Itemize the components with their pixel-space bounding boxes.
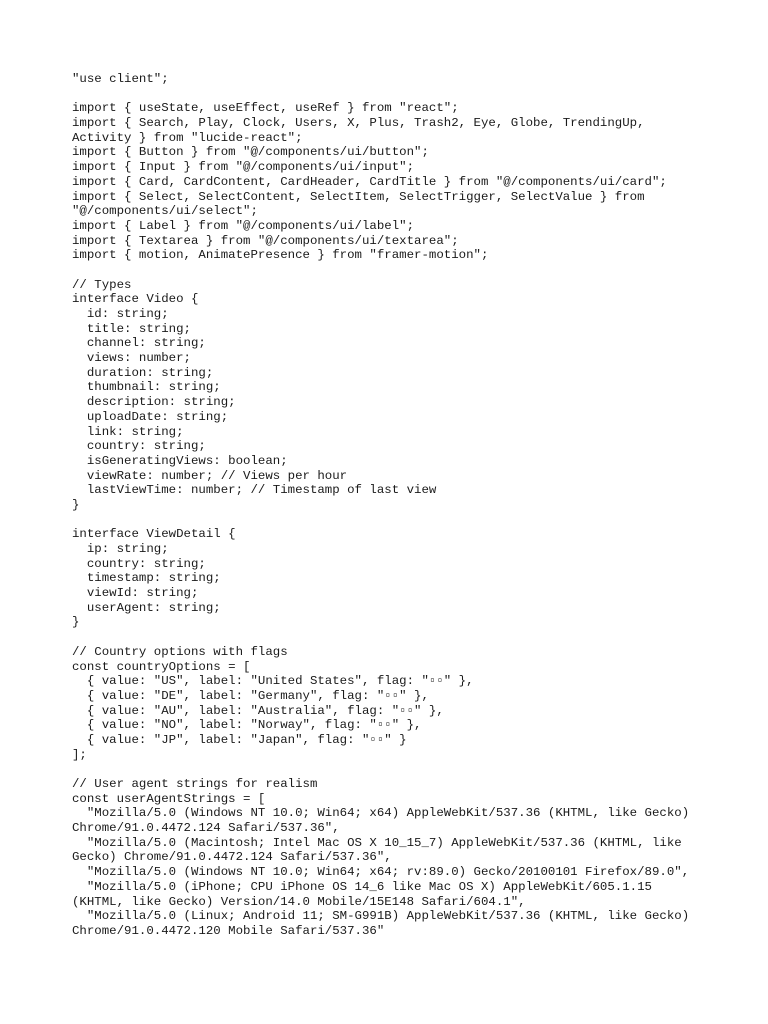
code-line: "Mozilla/5.0 (Windows NT 10.0; Win64; x64) AppleWebKit/537.36 (KHTML, like Gecko)	[72, 806, 690, 821]
code-line: // Types	[72, 277, 132, 292]
code-line: { value: "NO", label: "Norway", flag: "▫▫" },	[72, 718, 422, 733]
code-line: Gecko) Chrome/91.0.4472.124 Safari/537.36",	[72, 850, 392, 865]
code-line: duration: string;	[72, 365, 214, 380]
code-line: import { motion, AnimatePresence } from "framer-motion";	[72, 248, 489, 263]
code-line	[72, 513, 732, 528]
code-line: (KHTML, like Gecko) Version/14.0 Mobile/15E148 Safari/604.1",	[72, 894, 526, 909]
code-line: description: string;	[72, 395, 236, 410]
code-line: "Mozilla/5.0 (Windows NT 10.0; Win64; x64; rv:89.0) Gecko/20100101 Firefox/89.0",	[72, 865, 690, 880]
code-line: interface Video {	[72, 292, 199, 307]
code-line: thumbnail: string;	[72, 380, 221, 395]
code-line: interface ViewDetail {	[72, 527, 236, 542]
code-line: import { Card, CardContent, CardHeader, CardTitle } from "@/components/ui/card";	[72, 174, 667, 189]
code-line: id: string;	[72, 307, 169, 321]
code-line: ip: string;	[72, 542, 169, 556]
code-line: userAgent: string;	[72, 600, 221, 615]
code-line: import { useState, useEffect, useRef } from "react";	[72, 101, 459, 116]
code-line	[72, 762, 732, 777]
code-line: ];	[72, 747, 87, 762]
code-line: "Mozilla/5.0 (iPhone; CPU iPhone OS 14_6 like Mac OS X) AppleWebKit/605.1.15	[72, 879, 652, 894]
code-line: timestamp: string;	[72, 571, 221, 586]
code-line: const userAgentStrings = [	[72, 791, 266, 806]
code-line	[72, 630, 732, 645]
code-line: { value: "US", label: "United States", flag: "▫▫" },	[72, 674, 474, 689]
code-line: import { Button } from "@/components/ui/button";	[72, 145, 429, 160]
code-line: import { Search, Play, Clock, Users, X, Plus, Trash2, Eye, Globe, TrendingUp,	[72, 116, 645, 131]
document-page	[72, 72, 732, 939]
code-line: uploadDate: string;	[72, 409, 229, 424]
code-line: "use client";	[72, 72, 169, 86]
code-line: // User agent strings for realism	[72, 777, 318, 791]
code-line: channel: string;	[72, 336, 206, 351]
code-line	[72, 263, 732, 278]
code-line: country: string;	[72, 556, 206, 571]
code-line: viewId: string;	[72, 586, 199, 601]
code-line: views: number;	[72, 351, 191, 366]
code-listing	[72, 72, 732, 939]
code-line: }	[72, 497, 80, 512]
code-line: Chrome/91.0.4472.124 Safari/537.36",	[72, 821, 340, 836]
code-line: lastViewTime: number; // Timestamp of last view	[72, 483, 437, 498]
code-line: Activity } from "lucide-react";	[72, 130, 303, 145]
code-line	[72, 87, 732, 102]
code-line: viewRate: number; // Views per hour	[72, 468, 348, 483]
code-line: link: string;	[72, 424, 184, 439]
code-line: // Country options with flags	[72, 644, 288, 659]
code-line: "Mozilla/5.0 (Macintosh; Intel Mac OS X 10_15_7) AppleWebKit/537.36 (KHTML, like	[72, 835, 682, 850]
code-line: { value: "AU", label: "Australia", flag: "▫▫" },	[72, 703, 444, 718]
code-line: import { Textarea } from "@/components/ui/textarea";	[72, 233, 459, 248]
code-line: "Mozilla/5.0 (Linux; Android 11; SM-G991B) AppleWebKit/537.36 (KHTML, like Gecko)	[72, 909, 690, 924]
code-line: import { Select, SelectContent, SelectItem, SelectTrigger, SelectValue } from	[72, 189, 645, 204]
code-line: { value: "JP", label: "Japan", flag: "▫▫" }	[72, 732, 407, 747]
code-line: "@/components/ui/select";	[72, 204, 258, 219]
code-line: Chrome/91.0.4472.120 Mobile Safari/537.36"	[72, 923, 385, 938]
code-line: import { Input } from "@/components/ui/input";	[72, 160, 415, 175]
code-line: const countryOptions = [	[72, 659, 251, 674]
code-line: isGeneratingViews: boolean;	[72, 453, 288, 468]
code-line: country: string;	[72, 439, 206, 454]
code-line: import { Label } from "@/components/ui/label";	[72, 218, 415, 233]
code-line: title: string;	[72, 321, 191, 336]
code-line: }	[72, 615, 80, 630]
code-line: { value: "DE", label: "Germany", flag: "▫▫" },	[72, 688, 429, 703]
